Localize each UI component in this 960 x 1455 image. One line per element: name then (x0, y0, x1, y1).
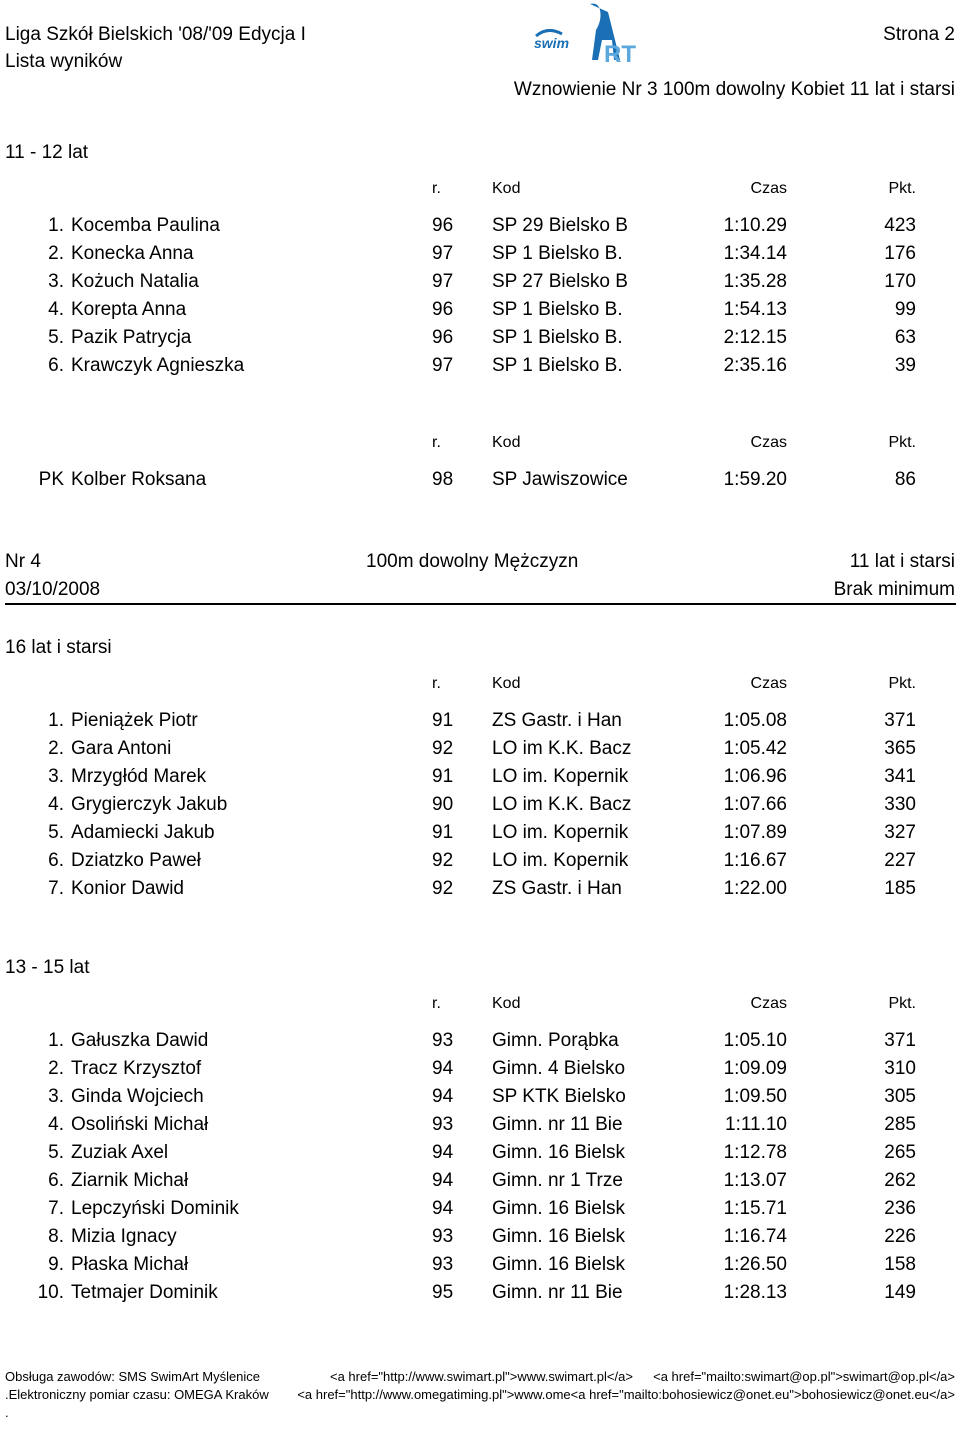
club-cell: ZS Gastr. i Han (492, 878, 622, 899)
time-cell: 1:54.13 (723, 299, 787, 320)
place-cell: 10. (37, 1282, 64, 1303)
column-header-row (0, 995, 960, 1021)
time-cell: 1:28.13 (723, 1282, 787, 1303)
club-cell: Gimn. 16 Bielsk (492, 1142, 626, 1163)
name-cell: Ginda Wojciech (71, 1086, 204, 1107)
col-time-header: Czas (750, 180, 787, 197)
year-cell: 96 (432, 327, 454, 348)
points-cell: 305 (884, 1086, 916, 1107)
year-cell: 94 (432, 1198, 454, 1219)
time-cell: 1:09.09 (723, 1058, 787, 1079)
club-cell: Gimn. nr 11 Bie (492, 1114, 623, 1135)
name-cell: Gałuszka Dawid (71, 1030, 209, 1051)
place-cell: 8. (48, 1226, 64, 1247)
points-cell: 330 (884, 794, 916, 815)
col-time-header: Czas (750, 434, 787, 451)
time-cell: 1:15.71 (723, 1198, 787, 1219)
event-divider (5, 603, 956, 605)
points-cell: 227 (884, 850, 916, 871)
name-cell: Krawczyk Agnieszka (71, 355, 245, 376)
year-cell: 92 (432, 878, 454, 899)
place-cell: 4. (48, 299, 64, 320)
points-cell: 371 (884, 1030, 916, 1051)
col-points-header: Pkt. (888, 995, 916, 1012)
place-cell: 1. (48, 710, 64, 731)
place-cell: 6. (48, 850, 64, 871)
club-cell: Gimn. nr 11 Bie (492, 1282, 623, 1303)
table-row (0, 299, 960, 325)
club-cell: Gimn. 16 Bielsk (492, 1254, 626, 1275)
page-number: Strona 2 (883, 24, 955, 45)
col-year-header: r. (432, 180, 441, 197)
footer-timing: .Elektroniczny pomiar czasu: OMEGA Kraków (5, 1387, 269, 1402)
year-cell: 90 (432, 794, 454, 815)
points-cell: 310 (884, 1058, 916, 1079)
place-cell: 1. (48, 1030, 64, 1051)
league-title: Liga Szkół Bielskich '08/'09 Edycja I (5, 24, 306, 45)
table-row (0, 850, 960, 876)
name-cell: Konecka Anna (71, 243, 194, 264)
name-cell: Pazik Patrycja (71, 327, 192, 348)
group-title-16: 16 lat i starsi (5, 637, 112, 658)
table-row (0, 271, 960, 297)
year-cell: 93 (432, 1030, 454, 1051)
year-cell: 92 (432, 738, 454, 759)
year-cell: 93 (432, 1114, 454, 1135)
table-row (0, 215, 960, 241)
time-cell: 2:35.16 (723, 355, 787, 376)
table-row (0, 1282, 960, 1308)
time-cell: 1:05.08 (723, 710, 787, 731)
event-minimum: Brak minimum (833, 579, 955, 600)
name-cell: Grygierczyk Jakub (71, 794, 228, 815)
column-header-row (0, 675, 960, 701)
col-year-header: r. (432, 995, 441, 1012)
points-cell: 185 (884, 878, 916, 899)
event-line: Wznowienie Nr 3 100m dowolny Kobiet 11 lat i starsi (513, 79, 955, 100)
year-cell: 96 (432, 215, 454, 236)
time-cell: 1:35.28 (723, 271, 787, 292)
name-cell: Adamiecki Jakub (71, 822, 215, 843)
year-cell: 94 (432, 1170, 454, 1191)
footer-dot: . (5, 1405, 9, 1420)
points-cell: 176 (884, 243, 916, 264)
points-cell: 63 (894, 327, 916, 348)
club-cell: SP 29 Bielsko B (492, 215, 628, 236)
name-cell: Pieniążek Piotr (71, 710, 198, 731)
place-cell: 3. (48, 271, 64, 292)
points-cell: 365 (884, 738, 916, 759)
time-cell: 1:26.50 (723, 1254, 787, 1275)
column-header-row (0, 180, 960, 206)
footer-timing-link[interactable]: <a href="http://www.omegatiming.pl">www.ome<a href="mailto:bohosiewicz@onet.eu">bohosiewicz@onet.eu</a> (297, 1387, 955, 1402)
time-cell: 1:12.78 (723, 1142, 787, 1163)
table-row (0, 1058, 960, 1084)
table-row (0, 794, 960, 820)
col-points-header: Pkt. (888, 675, 916, 692)
year-cell: 95 (432, 1282, 454, 1303)
col-time-header: Czas (750, 675, 787, 692)
col-points-header: Pkt. (888, 434, 916, 451)
col-club-header: Kod (492, 434, 521, 451)
place-cell: 6. (48, 1170, 64, 1191)
table-row (0, 243, 960, 269)
group-title-13-15: 13 - 15 lat (5, 957, 90, 978)
points-cell: 262 (884, 1170, 916, 1191)
club-cell: Gimn. nr 1 Trze (492, 1170, 623, 1191)
name-cell: Tracz Krzysztof (71, 1058, 202, 1079)
footer-email-link[interactable]: <a href="mailto:swimart@op.pl">swimart@op.pl</a> (653, 1369, 955, 1384)
name-cell: Dziatzko Paweł (71, 850, 201, 871)
club-cell: LO im K.K. Bacz (492, 738, 632, 759)
column-header-row (0, 434, 960, 460)
name-cell: Tetmajer Dominik (71, 1282, 218, 1303)
club-cell: Gimn. 16 Bielsk (492, 1198, 626, 1219)
table-row (0, 1086, 960, 1112)
points-cell: 423 (884, 215, 916, 236)
event-category: 11 lat i starsi (849, 551, 955, 572)
col-time-header: Czas (750, 995, 787, 1012)
time-cell: 1:11.10 (725, 1114, 787, 1135)
club-cell: LO im. Kopernik (492, 766, 629, 787)
place-cell: 2. (48, 1058, 64, 1079)
club-cell: SP 1 Bielsko B. (492, 327, 623, 348)
table-row (0, 1142, 960, 1168)
name-cell: Kożuch Natalia (71, 271, 199, 292)
table-row (0, 1198, 960, 1224)
table-row (0, 327, 960, 353)
year-cell: 91 (432, 822, 454, 843)
name-cell: Płaska Michał (71, 1254, 189, 1275)
time-cell: 1:22.00 (723, 878, 787, 899)
time-cell: 1:09.50 (723, 1086, 787, 1107)
name-cell: Mizia Ignacy (71, 1226, 177, 1247)
col-club-header: Kod (492, 675, 521, 692)
table-row (0, 1114, 960, 1140)
points-cell: 149 (884, 1282, 916, 1303)
name-cell: Konior Dawid (71, 878, 184, 899)
name-cell: Gara Antoni (71, 738, 172, 759)
club-cell: LO im. Kopernik (492, 850, 629, 871)
footer-operator: Obsługa zawodów: SMS SwimArt Myślenice (5, 1369, 261, 1384)
place-cell: 6. (48, 355, 64, 376)
club-cell: LO im. Kopernik (492, 822, 629, 843)
club-cell: Gimn. 16 Bielsk (492, 1226, 626, 1247)
place-cell: 5. (48, 822, 64, 843)
points-cell: 327 (884, 822, 916, 843)
place-cell: 5. (48, 1142, 64, 1163)
group-title-11-12: 11 - 12 lat (5, 142, 89, 163)
club-cell: Gimn. Porąbka (492, 1030, 619, 1051)
place-cell: 4. (48, 1114, 64, 1135)
time-cell: 1:16.74 (723, 1226, 787, 1247)
year-cell: 96 (432, 299, 454, 320)
year-cell: 94 (432, 1058, 454, 1079)
logo-art-text: RT (604, 41, 636, 68)
col-year-header: r. (432, 675, 441, 692)
points-cell: 86 (894, 469, 916, 490)
club-cell: ZS Gastr. i Han (492, 710, 622, 731)
year-cell: 97 (432, 271, 454, 292)
logo-swim-text: swim (534, 35, 570, 51)
points-cell: 236 (884, 1198, 916, 1219)
points-cell: 99 (894, 299, 916, 320)
place-cell: 3. (48, 766, 64, 787)
table-row (0, 1170, 960, 1196)
points-cell: 371 (884, 710, 916, 731)
footer-website-link[interactable]: <a href="http://www.swimart.pl">www.swimart.pl</a> (330, 1369, 633, 1384)
table-row (0, 878, 960, 904)
name-cell: Ziarnik Michał (71, 1170, 189, 1191)
year-cell: 93 (432, 1254, 454, 1275)
year-cell: 93 (432, 1226, 454, 1247)
col-club-header: Kod (492, 995, 521, 1012)
name-cell: Osoliński Michał (71, 1114, 209, 1135)
event-number: Nr 4 (5, 551, 41, 572)
name-cell: Kocemba Paulina (71, 215, 220, 236)
place-cell: 9. (48, 1254, 64, 1275)
year-cell: 97 (432, 243, 454, 264)
club-cell: SP Jawiszowice (492, 469, 628, 490)
table-row (0, 355, 960, 381)
table-row (0, 710, 960, 736)
club-cell: SP 27 Bielsko B (492, 271, 628, 292)
place-cell: 7. (48, 1198, 64, 1219)
time-cell: 2:12.15 (723, 327, 787, 348)
place-cell: 1. (48, 215, 64, 236)
col-points-header: Pkt. (888, 180, 916, 197)
table-row (0, 822, 960, 848)
col-club-header: Kod (492, 180, 521, 197)
year-cell: 92 (432, 850, 454, 871)
table-row (0, 738, 960, 764)
year-cell: 97 (432, 355, 454, 376)
name-cell: Korepta Anna (71, 299, 187, 320)
name-cell: Kolber Roksana (71, 469, 207, 490)
swimart-logo (528, 0, 648, 72)
club-cell: SP 1 Bielsko B. (492, 299, 623, 320)
points-cell: 341 (884, 766, 916, 787)
points-cell: 265 (884, 1142, 916, 1163)
place-cell: 4. (48, 794, 64, 815)
place-cell: PK (38, 469, 64, 490)
time-cell: 1:05.42 (723, 738, 787, 759)
time-cell: 1:10.29 (723, 215, 787, 236)
time-cell: 1:05.10 (723, 1030, 787, 1051)
club-cell: Gimn. 4 Bielsko (492, 1058, 626, 1079)
year-cell: 91 (432, 766, 454, 787)
club-cell: SP KTK Bielsko (492, 1086, 626, 1107)
time-cell: 1:16.67 (723, 850, 787, 871)
year-cell: 94 (432, 1086, 454, 1107)
place-cell: 2. (48, 243, 64, 264)
table-row (0, 1226, 960, 1252)
club-cell: SP 1 Bielsko B. (492, 243, 623, 264)
document-title: Lista wyników (5, 51, 123, 72)
time-cell: 1:34.14 (723, 243, 787, 264)
time-cell: 1:59.20 (723, 469, 787, 490)
time-cell: 1:06.96 (723, 766, 787, 787)
time-cell: 1:07.66 (723, 794, 787, 815)
name-cell: Mrzygłód Marek (71, 766, 207, 787)
place-cell: 2. (48, 738, 64, 759)
year-cell: 94 (432, 1142, 454, 1163)
table-row (0, 1254, 960, 1280)
year-cell: 98 (432, 469, 454, 490)
table-row (0, 766, 960, 792)
place-cell: 5. (48, 327, 64, 348)
year-cell: 91 (432, 710, 454, 731)
time-cell: 1:07.89 (723, 822, 787, 843)
time-cell: 1:13.07 (723, 1170, 787, 1191)
event-name: 100m dowolny Mężczyzn (366, 551, 579, 572)
col-year-header: r. (432, 434, 441, 451)
name-cell: Lepczyński Dominik (71, 1198, 239, 1219)
points-cell: 158 (884, 1254, 916, 1275)
table-row (0, 469, 960, 495)
event-date: 03/10/2008 (5, 579, 101, 600)
points-cell: 39 (894, 355, 916, 376)
table-row (0, 1030, 960, 1056)
points-cell: 226 (884, 1226, 916, 1247)
name-cell: Zuziak Axel (71, 1142, 169, 1163)
place-cell: 7. (48, 878, 64, 899)
club-cell: SP 1 Bielsko B. (492, 355, 623, 376)
points-cell: 170 (884, 271, 916, 292)
place-cell: 3. (48, 1086, 64, 1107)
points-cell: 285 (884, 1114, 916, 1135)
club-cell: LO im K.K. Bacz (492, 794, 632, 815)
